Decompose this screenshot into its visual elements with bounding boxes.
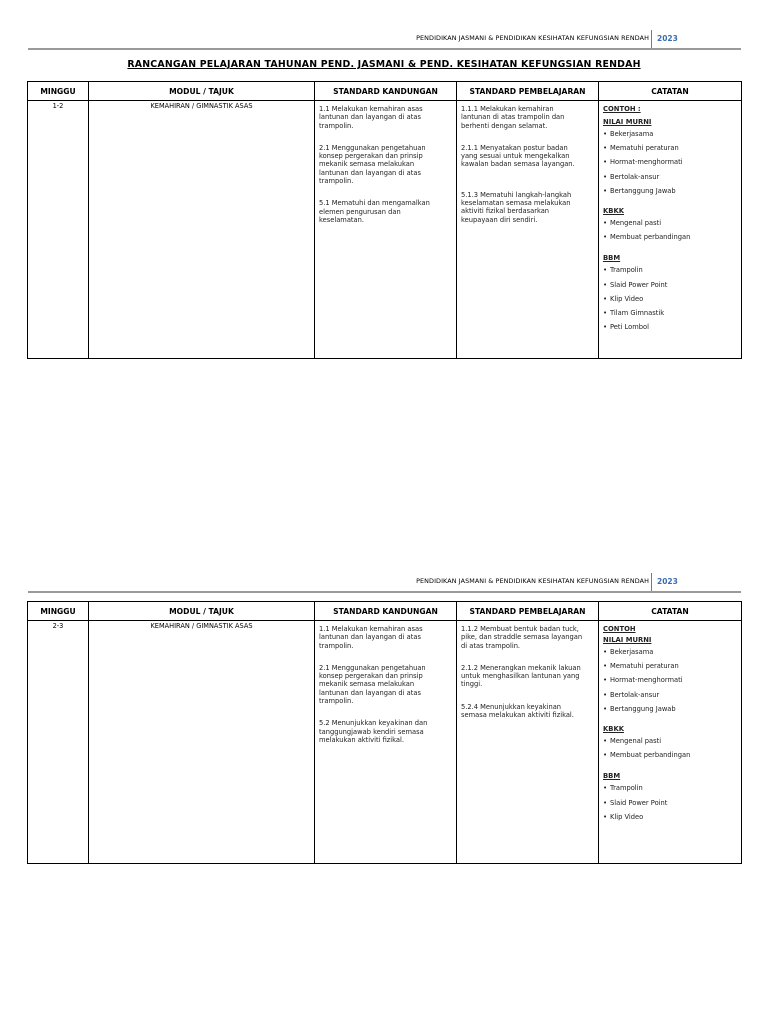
list-item: • Bertolak-ansur xyxy=(603,170,738,184)
standard-kandungan-cell xyxy=(315,621,457,864)
col-header-standard-pembelajaran: STANDARD PEMBELAJARAN xyxy=(457,602,599,621)
sk-item-3: 5.2 Menunjukkan keyakinan dan tanggungjawab kendiri semasa melakukan aktiviti fizikal. xyxy=(319,719,428,744)
list-item: • Tilam Gimnastik xyxy=(603,306,738,320)
standard-pembelajaran-cell xyxy=(457,621,599,864)
col-header-standard-pembelajaran: STANDARD PEMBELAJARAN xyxy=(457,82,599,101)
module-cell: KEMAHIRAN / GIMNASTIK ASAS xyxy=(89,621,315,864)
table-header-row xyxy=(28,82,742,101)
sp-item-3: 5.2.4 Menunjukkan keyakinan semasa melakukan aktiviti fizikal. xyxy=(461,702,574,720)
list-item: • Peti Lombol xyxy=(603,320,738,334)
list-item: • Slaid Power Point xyxy=(603,796,738,810)
col-header-minggu: MINGGU xyxy=(28,602,89,621)
sk-item-3: 5.1 Mematuhi dan mengamalkan elemen pengurusan dan keselamatan. xyxy=(319,199,430,224)
list-item: • Bekerjasama xyxy=(603,645,738,659)
kbkk-list xyxy=(603,216,738,244)
table-header-row xyxy=(28,602,742,621)
list-item: • Membuat perbandingan xyxy=(603,748,738,762)
page-header xyxy=(28,30,741,50)
list-item: • Klip Video xyxy=(603,292,738,306)
sp-item-1: 1.1.2 Membuat bentuk badan tuck, pike, dan straddle semasa layangan di atas trampolin. xyxy=(461,625,583,650)
sk-item-2: 2.1 Menggunakan pengetahuan konsep pergerakan dan prinsip mekanik semasa melakukan lantunan dan layangan di atas trampolin. xyxy=(319,143,426,186)
bbm-list xyxy=(603,781,738,824)
kbkk-list xyxy=(603,734,738,762)
bbm-heading: BBM xyxy=(603,254,621,263)
col-header-minggu: MINGGU xyxy=(28,82,89,101)
col-header-standard-kandungan: STANDARD KANDUNGAN xyxy=(315,82,457,101)
table-row xyxy=(28,101,742,359)
module-cell: KEMAHIRAN / GIMNASTIK ASAS xyxy=(89,101,315,359)
sk-item-2: 2.1 Menggunakan pengetahuan konsep pergerakan dan prinsip mekanik semasa melakukan lantunan dan layangan di atas trampolin. xyxy=(319,663,426,706)
list-item: • Trampolin xyxy=(603,781,738,795)
header-text: PENDIDIKAN JASMANI & PENDIDIKAN KESIHATAN KEFUNGSIAN RENDAH xyxy=(416,577,649,585)
contoh-heading: CONTOH : xyxy=(603,105,641,113)
lesson-plan-table xyxy=(27,601,742,864)
kbkk-heading: KBKK xyxy=(603,206,624,215)
list-item: • Slaid Power Point xyxy=(603,278,738,292)
header-year: 2023 xyxy=(657,577,678,586)
list-item: • Mematuhi peraturan xyxy=(603,659,738,673)
sp-item-1: 1.1.1 Melakukan kemahiran lantunan di atas trampolin dan berhenti dengan selamat. xyxy=(461,105,565,130)
list-item: • Membuat perbandingan xyxy=(603,230,738,244)
col-header-modul: MODUL / TAJUK xyxy=(89,602,315,621)
col-header-standard-kandungan: STANDARD KANDUNGAN xyxy=(315,602,457,621)
standard-pembelajaran-cell xyxy=(457,101,599,359)
sk-item-1: 1.1 Melakukan kemahiran asas lantunan dan layangan di atas trampolin. xyxy=(319,625,423,650)
list-item: • Hormat-menghormati xyxy=(603,155,738,169)
header-rule xyxy=(28,591,741,593)
col-header-modul: MODUL / TAJUK xyxy=(89,82,315,101)
contoh-heading: CONTOH xyxy=(603,625,636,633)
header-divider xyxy=(651,30,652,48)
list-item: • Bekerjasama xyxy=(603,127,738,141)
bbm-heading: BBM xyxy=(603,772,621,781)
list-item: • Trampolin xyxy=(603,263,738,277)
week-cell: 1-2 xyxy=(28,101,89,359)
lesson-plan-table xyxy=(27,81,742,359)
bbm-list xyxy=(603,263,738,334)
sk-item-1: 1.1 Melakukan kemahiran asas lantunan dan layangan di atas trampolin. xyxy=(319,105,423,130)
sp-item-3: 5.1.3 Mematuhi langkah-langkah keselamatan semasa melakukan aktiviti fizikal berdasarkan keupayaan diri sendiri. xyxy=(461,190,572,224)
list-item: • Mengenal pasti xyxy=(603,734,738,748)
col-header-catatan: CATATAN xyxy=(599,602,742,621)
nilai-murni-heading: NILAI MURNI xyxy=(603,118,652,126)
list-item: • Mengenal pasti xyxy=(603,216,738,230)
document-title: RANCANGAN PELAJARAN TAHUNAN PEND. JASMANI & PEND. KESIHATAN KEFUNGSIAN RENDAH xyxy=(127,59,641,70)
list-item: • Mematuhi peraturan xyxy=(603,141,738,155)
list-item: • Bertanggung Jawab xyxy=(603,184,738,198)
week-cell: 2-3 xyxy=(28,621,89,864)
catatan-cell xyxy=(599,621,742,864)
col-header-catatan: CATATAN xyxy=(599,82,742,101)
nilai-murni-list xyxy=(603,127,738,198)
table-row xyxy=(28,621,742,864)
list-item: • Bertolak-ansur xyxy=(603,688,738,702)
nilai-murni-list xyxy=(603,645,738,716)
header-text: PENDIDIKAN JASMANI & PENDIDIKAN KESIHATAN KEFUNGSIAN RENDAH xyxy=(416,34,649,42)
catatan-cell xyxy=(599,101,742,359)
page-header xyxy=(28,573,741,593)
nilai-murni-heading: NILAI MURNI xyxy=(603,636,652,644)
list-item: • Bertanggung Jawab xyxy=(603,702,738,716)
sp-item-2: 2.1.1 Menyatakan postur badan yang sesuai untuk mengekalkan kawalan badan semasa layangan. xyxy=(461,143,575,169)
header-rule xyxy=(28,48,741,50)
kbkk-heading: KBKK xyxy=(603,724,624,733)
sp-item-2: 2.1.2 Menerangkan mekanik lakuan untuk menghasilkan lantunan yang tinggi. xyxy=(461,663,581,689)
header-year: 2023 xyxy=(657,34,678,43)
header-divider xyxy=(651,573,652,591)
list-item: • Klip Video xyxy=(603,810,738,824)
standard-kandungan-cell xyxy=(315,101,457,359)
list-item: • Hormat-menghormati xyxy=(603,673,738,687)
